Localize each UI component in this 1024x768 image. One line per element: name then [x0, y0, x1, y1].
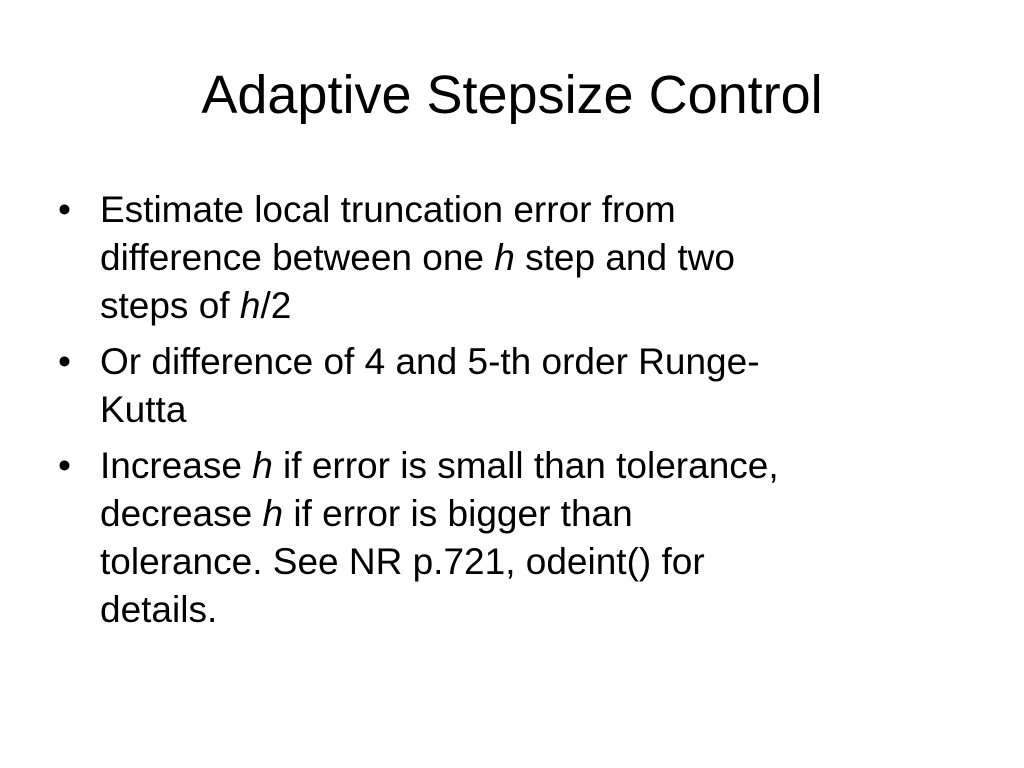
bullet-line: steps of h/2 [100, 285, 292, 326]
bullet-line: Kutta [100, 389, 187, 430]
bullet-dot-icon: • [58, 189, 71, 230]
bullet-dot-icon: • [58, 341, 71, 382]
bullet-line: Estimate local truncation error from [100, 189, 676, 230]
bullet-line: decrease h if error is bigger than [100, 493, 633, 534]
bullet-item [58, 186, 958, 330]
bullet-line: difference between one h step and two [100, 237, 735, 278]
bullet-item [58, 338, 958, 434]
bullet-dot-icon: • [58, 445, 71, 486]
bullet-line: tolerance. See NR p.721, odeint() for [100, 541, 705, 582]
bullet-item [58, 442, 958, 634]
bullet-list [58, 186, 958, 642]
bullet-line: Or difference of 4 and 5-th order Runge- [100, 341, 760, 382]
slide-title: Adaptive Stepsize Control [201, 65, 823, 125]
bullet-line: details. [100, 589, 218, 630]
bullet-line: Increase h if error is small than tolerance, [100, 445, 779, 486]
